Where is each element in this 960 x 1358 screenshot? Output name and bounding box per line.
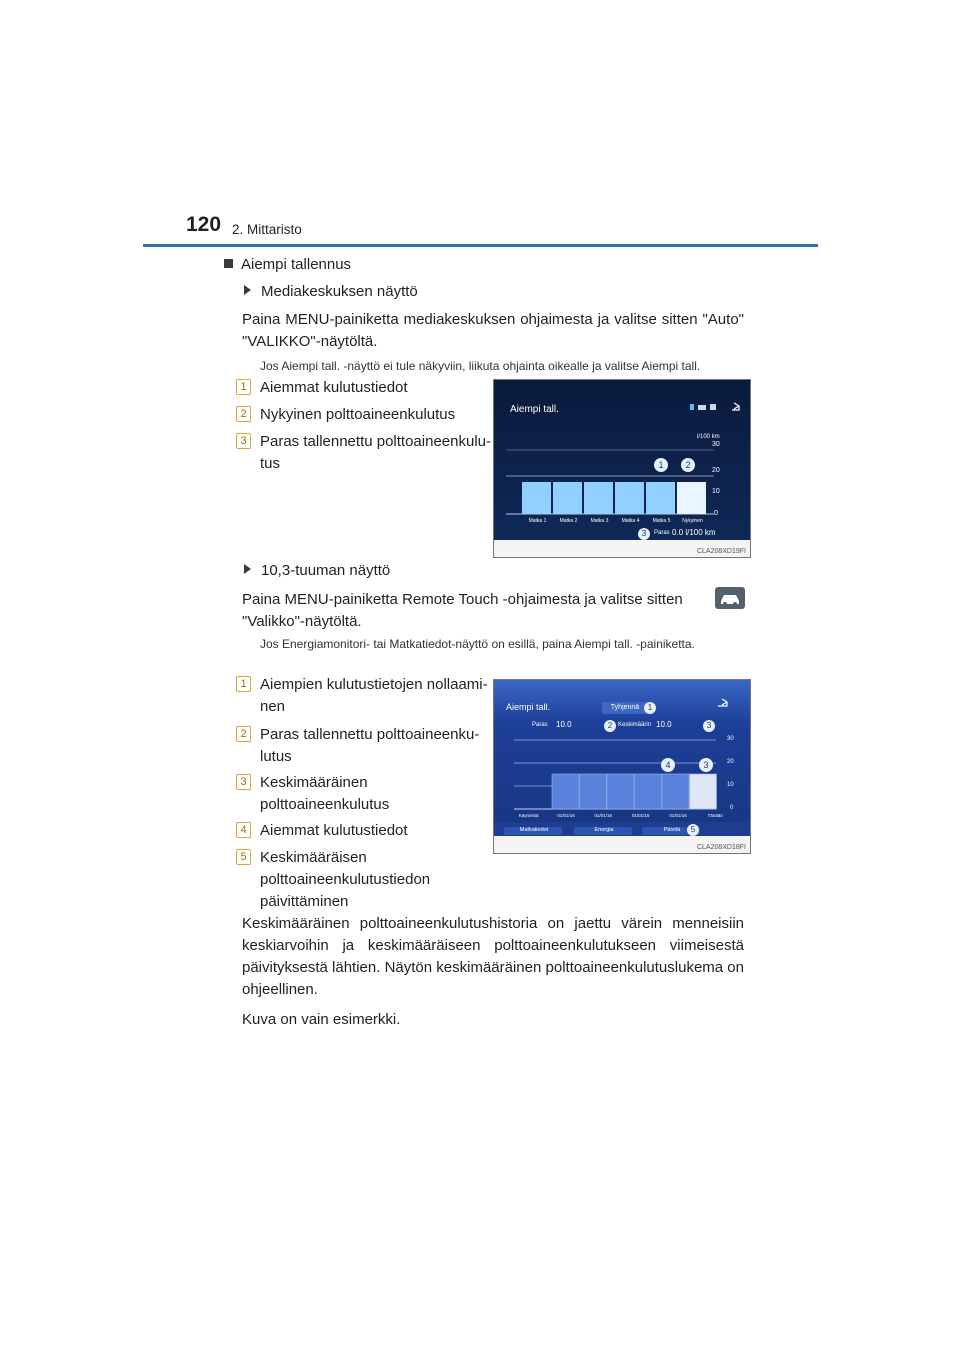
bar — [635, 774, 662, 809]
callout-number: 3 — [236, 433, 251, 449]
bar — [607, 774, 634, 809]
section-heading: Aiempi tallennus — [224, 256, 351, 273]
best-label: Paras — [532, 722, 548, 728]
subheading-media-center: Mediakeskuksen näyttö — [244, 283, 418, 300]
screen-callout-1: 1 — [654, 458, 668, 472]
best-label: Paras — [654, 530, 670, 536]
date-label: Käynnistä — [518, 813, 539, 818]
bar — [677, 482, 706, 514]
date-labels — [510, 813, 734, 818]
date-label: 01/01/16 — [669, 813, 687, 818]
date-label: Tänään — [707, 813, 723, 818]
image-code: CLA208XD18FI — [696, 844, 746, 851]
callout-text: Aiemmat kulutustiedot — [260, 379, 408, 396]
screen-callout-2: 2 — [604, 720, 616, 732]
callout-text: Paras tallennettu polttoaineenku- — [260, 726, 480, 743]
callout-text-cont: päivittäminen — [260, 893, 349, 910]
bar — [662, 774, 689, 809]
callout-text: Keskimääräinen — [260, 774, 368, 791]
best-value: 10.0 — [556, 720, 572, 729]
screen-callout-2: 2 — [681, 458, 695, 472]
tick-label: 20 — [712, 467, 720, 474]
best-value: 0.0 l/100 km — [672, 528, 716, 537]
screen-callout-4: 4 — [661, 758, 675, 772]
screen-unit: l/100 km — [697, 434, 720, 440]
square-bullet-icon — [224, 259, 233, 268]
bar-label: Matka 5 — [652, 518, 671, 524]
date-label: 01/01/16 — [631, 813, 650, 818]
callout-number: 1 — [236, 676, 251, 692]
tick-label: 10 — [727, 782, 734, 788]
callout-text: Keskimääräisen — [260, 849, 367, 866]
callout-text-cont: polttoaineenkulutus — [260, 796, 390, 813]
note-103-display: Jos Energiamonitori- tai Matkatiedot-näyttö on esillä, paina Aiempi tall. -painiketta. — [260, 637, 695, 651]
instruction-media-center: Paina MENU-painiketta mediakeskuksen ohjaimesta ja valitse sitten "Auto" "VALIKKO"-näytöltä. — [242, 311, 744, 350]
page-number: 120 — [186, 213, 222, 236]
avg-value: 10.0 — [656, 720, 672, 729]
chapter-title: 2. Mittaristo — [232, 222, 302, 237]
instruction-103-line2: "Valikko"-näytöltä. — [242, 613, 362, 630]
bar — [553, 482, 582, 514]
header-rule — [143, 244, 818, 247]
car-menu-icon — [715, 587, 745, 609]
screen-callout-3: 3 — [638, 528, 650, 540]
bar-label: Matka 1 — [528, 518, 547, 524]
screen-title: Aiempi tall. — [510, 404, 559, 415]
bar-label: Matka 2 — [559, 518, 578, 524]
footnote: Kuva on vain esimerkki. — [242, 1011, 401, 1028]
bar — [646, 482, 675, 514]
bar — [522, 482, 551, 514]
callout-number: 1 — [236, 379, 251, 395]
callout-text-cont: polttoaineenkulutustiedon — [260, 871, 431, 888]
clear-button[interactable]: Tyhjennä — [602, 702, 648, 714]
tick-label: 30 — [727, 736, 734, 742]
screen-callout-3: 3 — [703, 720, 715, 732]
bar — [690, 774, 717, 809]
avg-label: Keskimäärin — [618, 722, 652, 728]
image-code: CLA208XD19FI — [696, 548, 746, 555]
note-media-center: Jos Aiempi tall. -näyttö ei tule näkyviin, liikuta ohjainta oikealle ja valitse Aiempi tall. — [260, 359, 701, 373]
bar — [552, 774, 579, 809]
tick-label: 0 — [714, 510, 718, 517]
callout-text-cont: nen — [260, 698, 286, 715]
callout-text: Nykyinen polttoaineenkulutus — [260, 406, 456, 423]
bar-label: Nykyinen — [682, 518, 703, 524]
callout-number: 5 — [236, 849, 251, 865]
screenshot-media-center — [493, 379, 751, 558]
tick-label: 10 — [712, 488, 720, 495]
callout-number: 4 — [236, 822, 251, 838]
tab-energy[interactable]: Energia — [594, 827, 614, 833]
bar-label: Matka 3 — [590, 518, 609, 524]
body-paragraph: Keskimääräinen polttoaineenkulutushistoria on jaettu värein menneisiin keskiarvoihin ja keskimääräiseen polttoaineenkulutukseen viimeisestä päivityksestä lähtien. Näytön keskimääräinen polttoaineenkulutuslukema on ohjeellinen. — [242, 915, 744, 998]
bar-labels — [522, 518, 708, 524]
date-label: 01/01/16 — [594, 813, 613, 818]
date-label: 01/01/16 — [557, 813, 575, 818]
tick-label: 30 — [712, 441, 720, 448]
triangle-bullet-icon — [244, 285, 251, 295]
screenshot-103-display — [493, 679, 751, 854]
callout-number: 3 — [236, 774, 251, 790]
bar — [580, 774, 607, 809]
callout-text-cont: tus — [260, 455, 281, 472]
screen-callout-1: 1 — [644, 702, 656, 714]
tick-label: 0 — [730, 805, 734, 811]
tab-trip-info[interactable]: Matkatiedot — [519, 827, 549, 833]
callout-number: 2 — [236, 726, 251, 742]
bar-label: Matka 4 — [621, 518, 640, 524]
tab-update[interactable]: Päivitä — [663, 827, 681, 833]
callout-text: Aiempien kulutustietojen nollaami- — [260, 676, 488, 693]
bar — [615, 482, 644, 514]
instruction-103-line1: Paina MENU-painiketta Remote Touch -ohjaimesta ja valitse sitten — [242, 591, 683, 608]
callout-text-cont: lutus — [260, 748, 292, 765]
subheading-103-display: 10,3-tuuman näyttö — [244, 562, 390, 579]
screen-title: Aiempi tall. — [506, 702, 551, 712]
screen-callout-5: 5 — [687, 824, 699, 836]
callout-text: Aiemmat kulutustiedot — [260, 822, 408, 839]
screen-callout-3b: 3 — [699, 758, 713, 772]
callout-text: Paras tallennettu polttoaineenkulu- — [260, 433, 491, 450]
triangle-bullet-icon — [244, 564, 251, 574]
callout-number: 2 — [236, 406, 251, 422]
bar — [584, 482, 613, 514]
tick-label: 20 — [727, 759, 734, 765]
